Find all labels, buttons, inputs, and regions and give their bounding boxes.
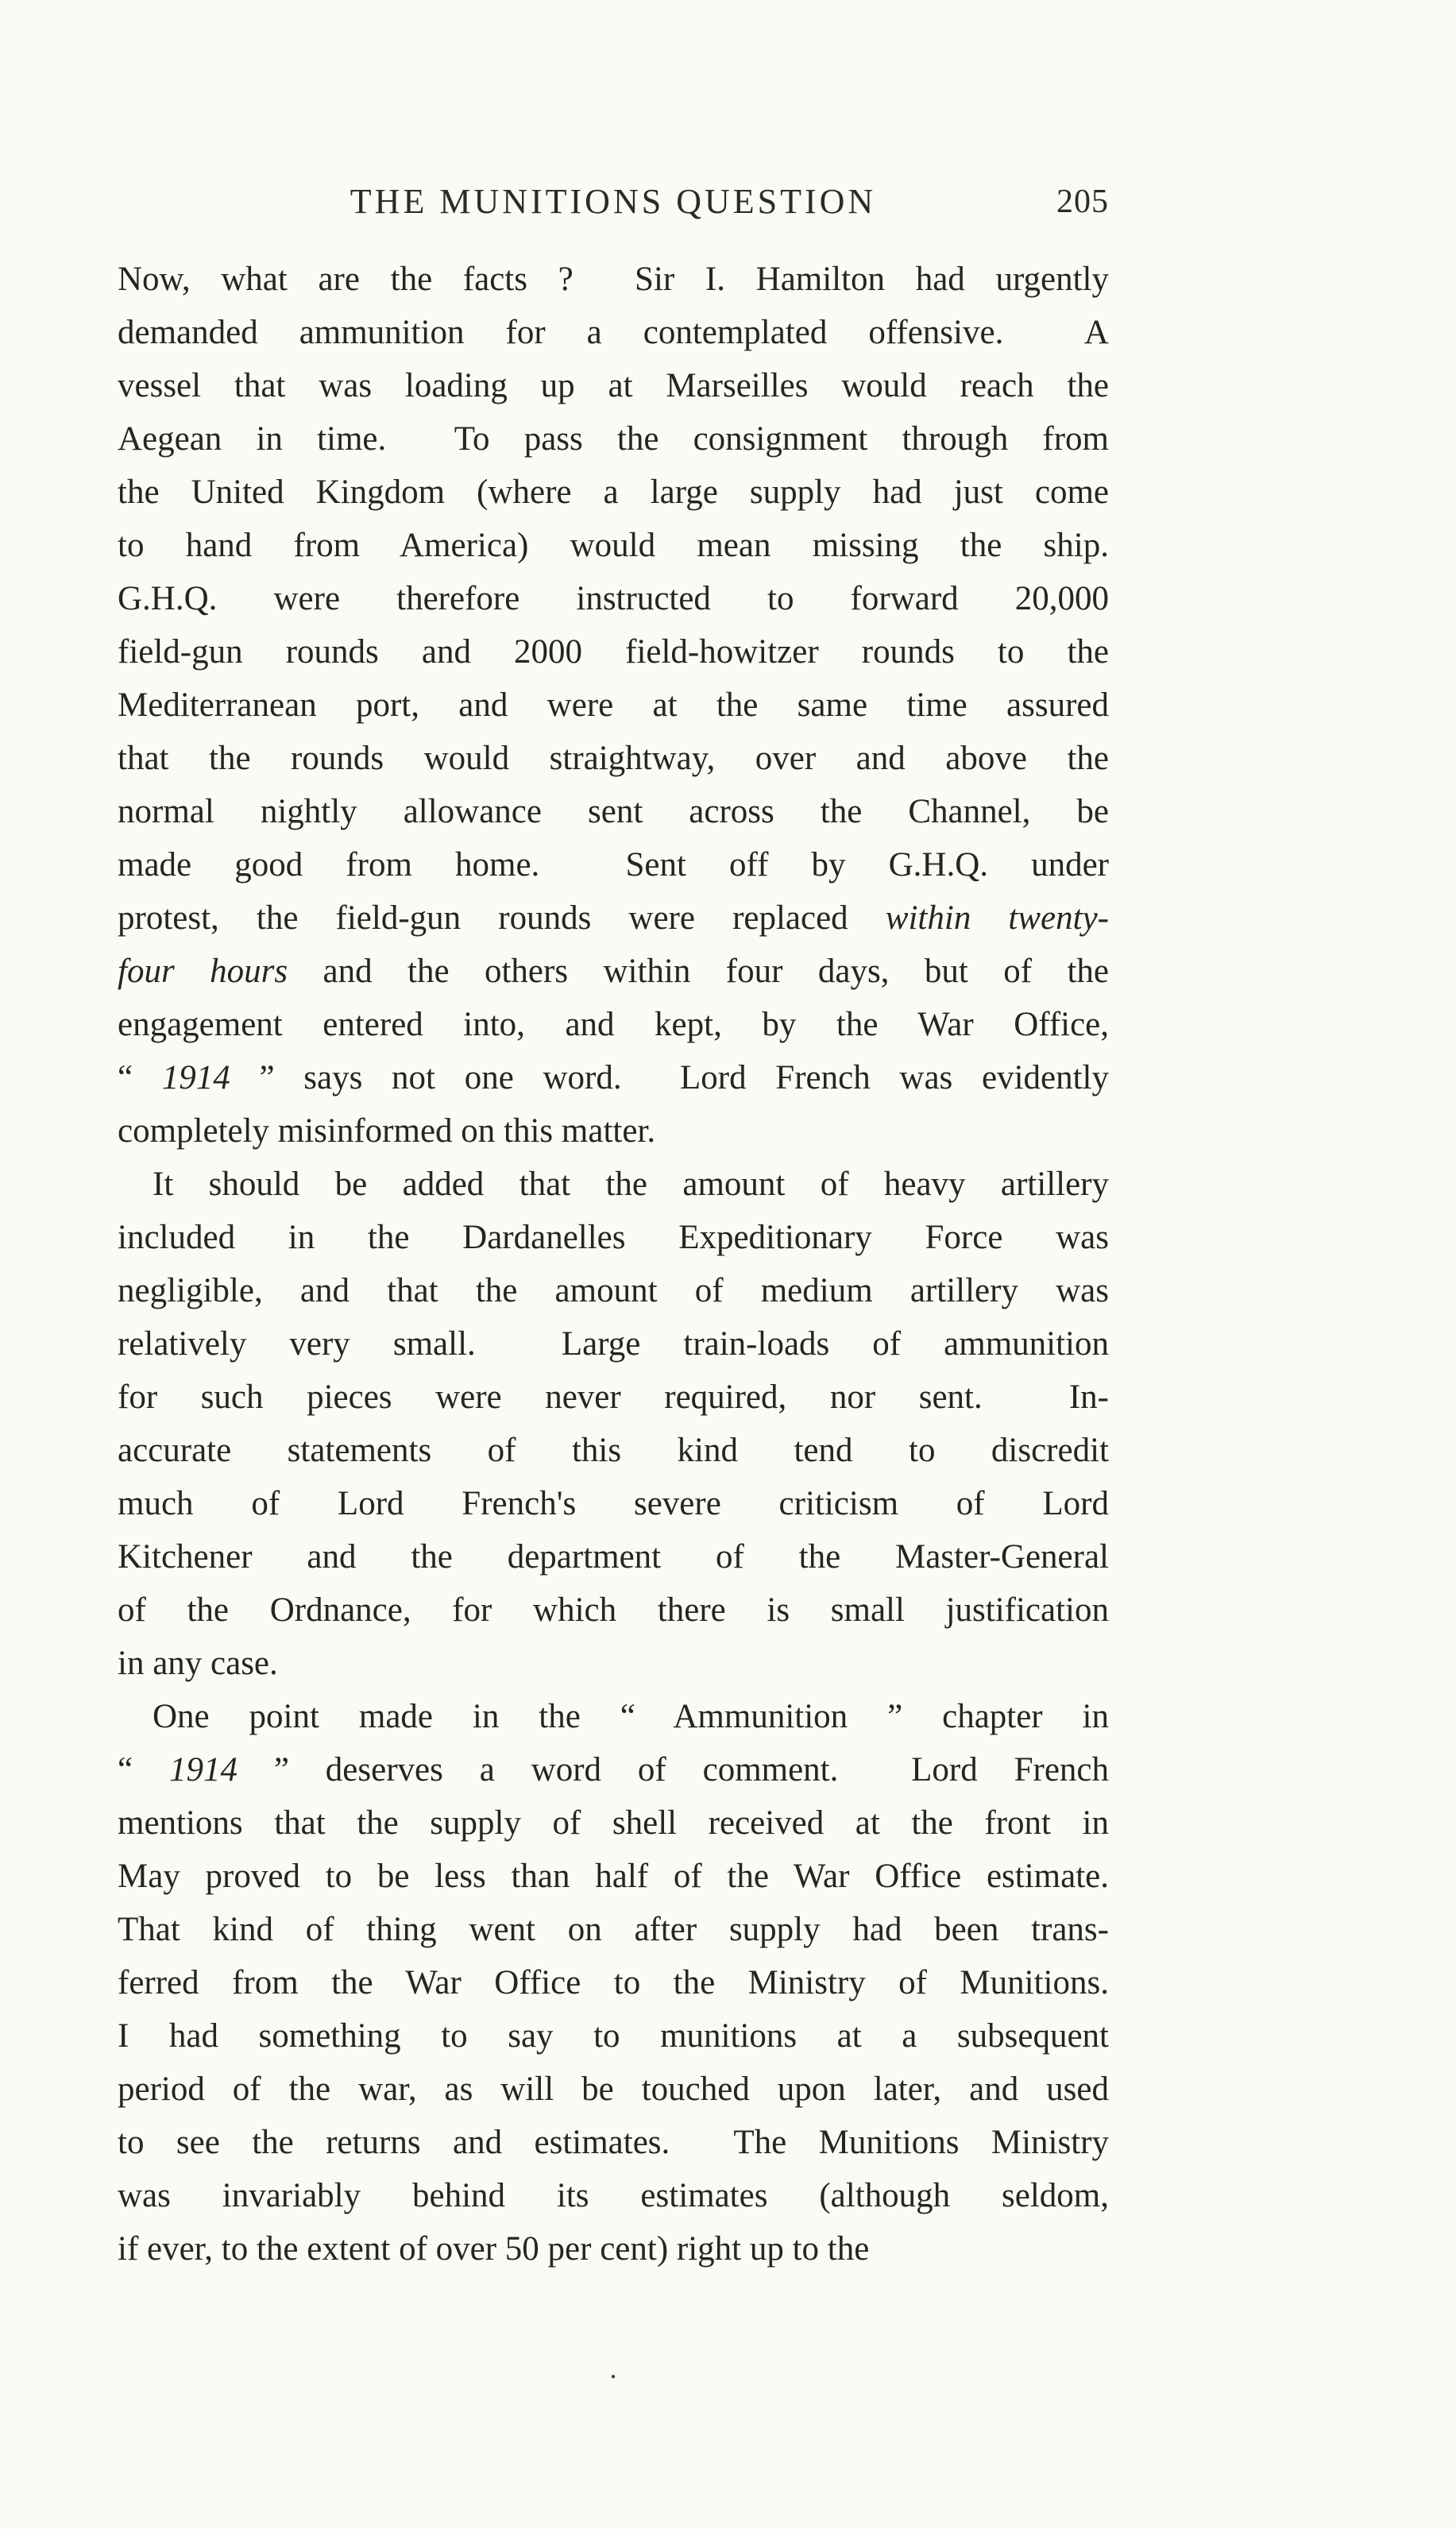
body-text: May proved to be less than half of the War Office estimate. bbox=[118, 1858, 1109, 1895]
text-line bbox=[118, 1211, 1109, 1264]
body-text: of the Ordnance, for which there is small justification bbox=[118, 1591, 1109, 1629]
body-text: “ bbox=[118, 1059, 162, 1096]
text-line bbox=[118, 1477, 1109, 1530]
italic-text: four hours bbox=[118, 953, 288, 990]
page-number: 205 bbox=[1056, 184, 1109, 220]
body-text: accurate statements of this kind tend to discredit bbox=[118, 1432, 1109, 1469]
body-text: Kitchener and the department of the Master-General bbox=[118, 1538, 1109, 1576]
body-text: and the others within four days, but of the bbox=[288, 953, 1109, 990]
text-line bbox=[118, 625, 1109, 679]
text-line bbox=[118, 1956, 1109, 2009]
text-line bbox=[118, 945, 1109, 998]
body-text: included in the Dardanelles Expeditionary Force was bbox=[118, 1219, 1109, 1256]
text-line bbox=[118, 732, 1109, 785]
body-text: for such pieces were never required, nor sent. In- bbox=[118, 1379, 1109, 1416]
body-text: Aegean in time. To pass the consignment through from bbox=[118, 420, 1109, 458]
text-line bbox=[118, 2222, 1109, 2276]
body-text: relatively very small. Large train-loads of ammunition bbox=[118, 1325, 1109, 1363]
text-line bbox=[118, 785, 1109, 838]
text-line bbox=[118, 1584, 1109, 1637]
paragraph bbox=[118, 1690, 1109, 2276]
body-text: ” deserves a word of comment. Lord French bbox=[237, 1751, 1109, 1788]
text-line bbox=[118, 1051, 1109, 1104]
text-line bbox=[118, 412, 1109, 466]
body-text: I had something to say to munitions at a subsequent bbox=[118, 2017, 1109, 2055]
text-line bbox=[118, 1158, 1109, 1211]
body-text: period of the war, as will be touched upon later, and used bbox=[118, 2071, 1109, 2108]
body-text: that the rounds would straightway, over and above the bbox=[118, 740, 1109, 777]
text-column bbox=[118, 253, 1109, 2276]
body-text: Now, what are the facts ? Sir I. Hamilton had urgently bbox=[118, 261, 1109, 298]
text-line bbox=[118, 2009, 1109, 2063]
body-text: if ever, to the extent of over 50 per cent) right up to the bbox=[118, 2230, 870, 2268]
body-text: made good from home. Sent off by G.H.Q. under bbox=[118, 846, 1109, 884]
body-text: Mediterranean port, and were at the same time assured bbox=[118, 686, 1109, 724]
text-line bbox=[118, 519, 1109, 572]
text-line bbox=[118, 306, 1109, 359]
body-text: much of Lord French's severe criticism of Lord bbox=[118, 1485, 1109, 1522]
text-line bbox=[118, 679, 1109, 732]
text-line bbox=[118, 359, 1109, 412]
body-text: protest, the field-gun rounds were replaced bbox=[118, 899, 886, 937]
body-text: mentions that the supply of shell received at the front in bbox=[118, 1804, 1109, 1842]
body-text: engagement entered into, and kept, by the War Office, bbox=[118, 1006, 1109, 1043]
text-line bbox=[118, 1903, 1109, 1956]
body-text: completely misinformed on this matter. bbox=[118, 1112, 656, 1150]
text-line bbox=[118, 2169, 1109, 2222]
text-line bbox=[118, 1104, 1109, 1158]
body-text: That kind of thing went on after supply had been trans- bbox=[118, 1911, 1109, 1948]
text-line bbox=[118, 1530, 1109, 1584]
running-title: THE MUNITIONS QUESTION bbox=[350, 182, 877, 221]
body-text: demanded ammunition for a contemplated offensive. A bbox=[118, 314, 1109, 351]
body-text: in any case. bbox=[118, 1645, 278, 1682]
text-line bbox=[118, 572, 1109, 625]
text-line bbox=[118, 1371, 1109, 1424]
body-text: negligible, and that the amount of medium artillery was bbox=[118, 1272, 1109, 1309]
printers-mark: . bbox=[609, 2353, 617, 2384]
italic-text: 1914 bbox=[168, 1751, 238, 1788]
text-line bbox=[118, 1424, 1109, 1477]
text-line bbox=[118, 838, 1109, 891]
body-text: vessel that was loading up at Marseilles would reach the bbox=[118, 367, 1109, 404]
body-text: ” says not one word. Lord French was evidently bbox=[230, 1059, 1109, 1096]
text-line bbox=[118, 1690, 1109, 1743]
body-text: It should be added that the amount of heavy artillery bbox=[153, 1166, 1109, 1203]
body-text: the United Kingdom (where a large supply had just come bbox=[118, 474, 1109, 511]
body-text: ferred from the War Office to the Ministry of Munitions. bbox=[118, 1964, 1109, 2001]
body-text: G.H.Q. were therefore instructed to forward 20,000 bbox=[118, 580, 1109, 617]
text-line bbox=[118, 1317, 1109, 1371]
text-line bbox=[118, 1743, 1109, 1796]
body-text: field-gun rounds and 2000 field-howitzer rounds to the bbox=[118, 633, 1109, 671]
body-text: normal nightly allowance sent across the Channel, be bbox=[118, 793, 1109, 830]
text-line bbox=[118, 253, 1109, 306]
text-line bbox=[118, 2063, 1109, 2116]
paragraph bbox=[118, 253, 1109, 1158]
text-line bbox=[118, 1796, 1109, 1850]
text-line bbox=[118, 2116, 1109, 2169]
text-line bbox=[118, 1637, 1109, 1690]
text-line bbox=[118, 1264, 1109, 1317]
body-text: to hand from America) would mean missing the ship. bbox=[118, 527, 1109, 564]
body-text: was invariably behind its estimates (although seldom, bbox=[118, 2177, 1109, 2214]
body-text: “ bbox=[118, 1751, 169, 1788]
text-line bbox=[118, 891, 1109, 945]
italic-text: within twenty- bbox=[885, 899, 1109, 937]
text-line bbox=[118, 466, 1109, 519]
text-line bbox=[118, 1850, 1109, 1903]
paragraph bbox=[118, 1158, 1109, 1690]
italic-text: 1914 bbox=[161, 1059, 230, 1096]
text-line bbox=[118, 998, 1109, 1051]
body-text: to see the returns and estimates. The Munitions Ministry bbox=[118, 2124, 1109, 2161]
body-text: One point made in the “ Ammunition ” chapter in bbox=[153, 1698, 1109, 1735]
page-header bbox=[118, 181, 1109, 229]
